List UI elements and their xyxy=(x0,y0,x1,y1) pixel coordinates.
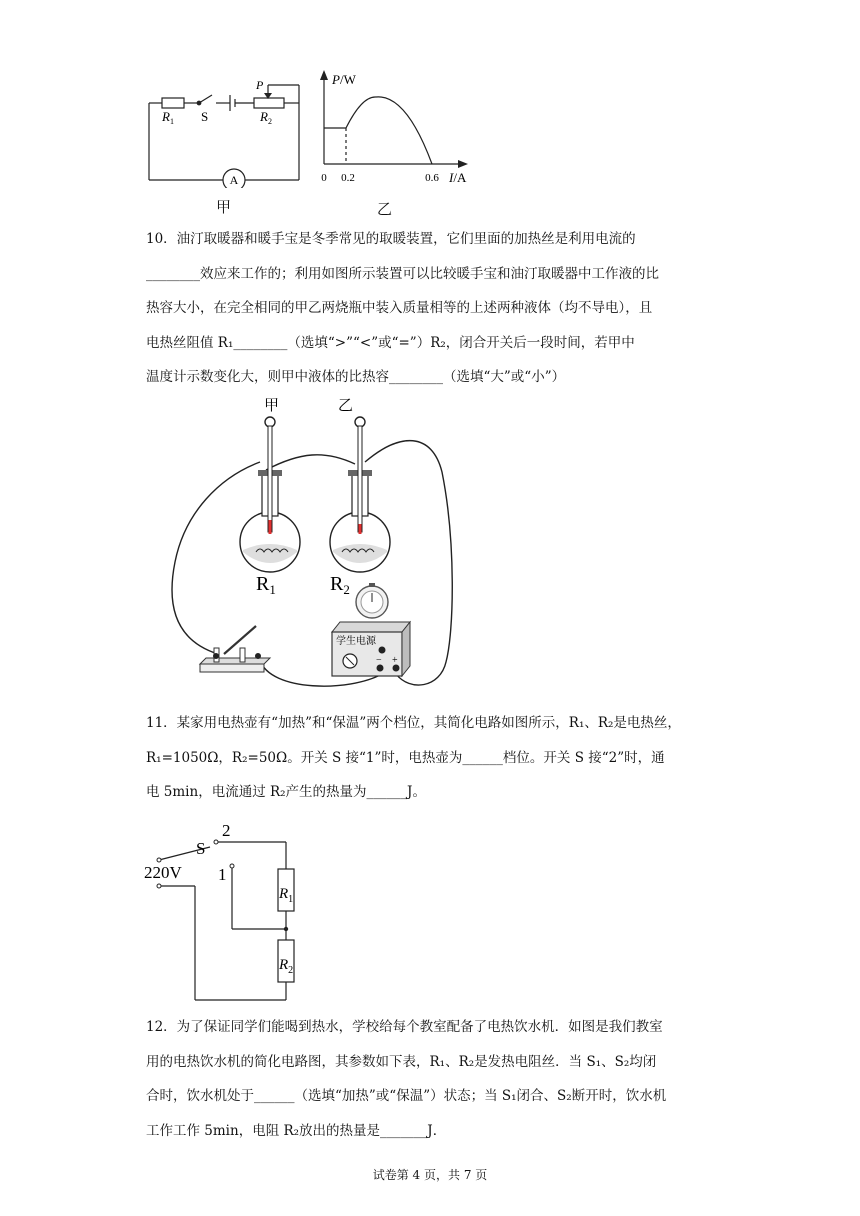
rheostat-r2 xyxy=(254,98,284,108)
flask-jia xyxy=(240,417,300,572)
label-r2: $R_2$ xyxy=(330,573,350,597)
switch-s xyxy=(199,95,212,103)
q11-line-2: R₁=1050Ω，R₂=50Ω。开关 S 接“1”时，电热壶为______档位。开关 S 接“2”时，通 xyxy=(146,749,665,766)
caption-yi: 乙 xyxy=(377,200,393,218)
stopwatch-icon xyxy=(356,583,388,618)
label-r2: $R_2$ xyxy=(260,109,272,126)
specific-heat-apparatus-figure xyxy=(160,392,460,696)
graph-y-label: P/W xyxy=(332,72,356,87)
label-ammeter: A xyxy=(229,173,239,187)
q12-line-2: 用的电热饮水机的简化电路图，其参数如下表，R₁、R₂是发热电阻丝．当 S₁、S₂均闭 xyxy=(146,1053,657,1070)
plus-terminal: + xyxy=(392,655,398,666)
caption-jia: 甲 xyxy=(216,198,232,216)
flask-yi xyxy=(330,417,390,572)
x-axis-arrow-icon xyxy=(458,160,468,168)
tick-0: 0 xyxy=(321,172,327,184)
minus-terminal: − xyxy=(376,655,382,666)
label-r2: $R_2$ xyxy=(279,957,294,976)
student-power-supply xyxy=(332,622,410,676)
terminal-2: 2 xyxy=(222,821,231,840)
q12-line-3: 合时，饮水机处于______（选填“加热”或“保温”）状态；当 S₁闭合、S₂断开时，饮水机 xyxy=(146,1088,667,1104)
knife-switch xyxy=(200,626,270,672)
power-curve xyxy=(324,97,432,164)
thermometer-yi-liquid xyxy=(359,524,362,534)
label-yi: 乙 xyxy=(338,398,354,414)
question-11 xyxy=(146,706,722,810)
power-supply-label: 学生电源 xyxy=(336,636,376,647)
q11-line-3: 电 5min，电流通过 R₂产生的热量为______J。 xyxy=(146,784,426,800)
tick-0-6: 0.6 xyxy=(425,172,439,184)
terminal-1: 1 xyxy=(218,865,227,884)
top-circuit-figure xyxy=(140,68,320,188)
q10-line-4: 电热丝阻值 R₁________（选填“>”“<”或“=”）R₂，闭合开关后一段时间，若甲中 xyxy=(146,334,635,351)
q11-line-1: 11．某家用电热壶有“加热”和“保温”两个档位，其简化电路如图所示，R₁、R₂是电热丝， xyxy=(146,715,681,731)
q10-line-1: 10．油汀取暖器和暖手宝是冬季常见的取暖装置，它们里面的加热丝是利用电流的 xyxy=(146,231,636,247)
label-p: P xyxy=(256,78,264,92)
label-jia: 甲 xyxy=(264,398,280,414)
label-r1: $R_1$ xyxy=(162,109,174,126)
question-10 xyxy=(146,222,722,395)
kettle-circuit-figure xyxy=(138,814,318,1006)
thermometer-jia-liquid xyxy=(269,520,272,534)
q10-line-3: 热容大小，在完全相同的甲乙两烧瓶中装入质量相等的上述两种液体（均不导电），且 xyxy=(146,300,653,316)
q10-line-5: 温度计示数变化大，则甲中液体的比热容________（选填“大”或“小”） xyxy=(146,369,566,385)
q10-line-2: ________效应来工作的；利用如图所示装置可以比较暖手宝和油汀取暖器中工作液的比 xyxy=(146,265,659,282)
label-r1: $R_1$ xyxy=(279,886,294,905)
graph-x-label: I/A xyxy=(449,170,467,185)
q12-line-1: 12．为了保证同学们能喝到热水，学校给每个教室配备了电热饮水机．如图是我们教室 xyxy=(146,1019,663,1035)
label-s: S xyxy=(196,839,206,858)
label-r1: $R_1$ xyxy=(256,573,276,597)
label-s: S xyxy=(201,109,209,124)
page-footer: 试卷第 4 页，共 7 页 xyxy=(372,1168,488,1182)
question-12 xyxy=(146,1010,722,1148)
q12-line-4: 工作工作 5min，电阻 R₂放出的热量是_______J． xyxy=(146,1122,447,1139)
wire-middle xyxy=(266,455,355,470)
tick-0-2: 0.2 xyxy=(341,172,355,184)
label-220v: 220V xyxy=(144,863,182,882)
resistor-r1 xyxy=(162,98,184,108)
power-current-graph xyxy=(314,66,474,190)
y-axis-arrow-icon xyxy=(320,70,328,80)
